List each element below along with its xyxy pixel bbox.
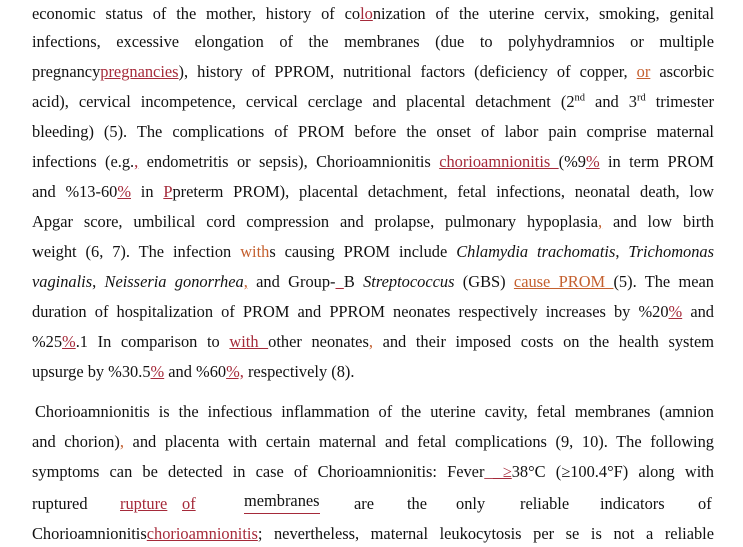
text-line [32, 357, 714, 387]
italic-species-name: Chlamydia trachomatis [456, 242, 616, 261]
text-run: , [92, 272, 105, 291]
text-run: infections, excessive elongation of the membranes (due to polyhydramnios or multiple [32, 32, 714, 51]
tracked-insertion [336, 272, 344, 291]
text-run: reliable [520, 494, 570, 513]
text-run: and low birth [602, 212, 714, 231]
text-line [35, 397, 714, 427]
tracked-insertion: chorioamnionitis [146, 524, 258, 543]
superscript: nd [574, 92, 586, 104]
text-run: duration of hospitalization of PROM and PPROM neonates respectively increases by %20 [32, 302, 669, 321]
text-line [32, 297, 714, 327]
text-run: s causing PROM include [269, 242, 457, 261]
italic-species-name: Neisseria gonorrhea [104, 272, 244, 291]
text-line [32, 207, 714, 237]
tracked-insertion: ≥ [492, 462, 512, 481]
text-run: indicators [600, 494, 665, 513]
text-line [32, 427, 714, 457]
text-run: are [354, 494, 375, 513]
text-run: and [682, 302, 714, 321]
text-run: nization of the uterine cervix, smoking, genital [372, 4, 715, 23]
tracked-insertion: cause PROM [513, 272, 614, 291]
text-run: .1 [75, 332, 98, 351]
tracked-insertion: , [119, 432, 124, 451]
text-line [32, 147, 714, 177]
tracked-insertion: % [117, 182, 131, 201]
text-run: membranes [244, 489, 320, 514]
text-run: bleeding) (5). The complications of PROM before the onset of labor pain comprise maternal [32, 122, 714, 141]
text-run: 38°C (≥100.4°F) along with [511, 462, 714, 481]
text-run: and placenta with certain maternal and fetal complications (9, 10). The following [123, 432, 714, 451]
tracked-insertion: with [229, 332, 269, 351]
text-run: upsurge by %30.5 [32, 362, 151, 381]
text-line [32, 57, 714, 87]
tracked-insertion: chorioamnionitis [439, 152, 559, 171]
text-run: respectively (8). [243, 362, 355, 381]
text-run: and 3 [585, 92, 637, 111]
text-run: economic status of the mother, history of co [32, 4, 361, 23]
text-run: other neonates [268, 332, 369, 351]
text-run: (%9 [558, 152, 586, 171]
tracked-insertion: _ [484, 462, 493, 481]
text-line [32, 457, 714, 487]
text-line [32, 0, 714, 29]
text-line [32, 237, 714, 267]
text-run: infections (e.g. [32, 152, 135, 171]
italic-species-name: Trichomonas [628, 242, 715, 261]
tracked-insertion: lo [360, 4, 373, 23]
text-line [32, 327, 714, 357]
text-line [32, 489, 714, 519]
text-run: %25 [32, 332, 63, 351]
text-run: (5). The mean [613, 272, 715, 291]
text-run: B [343, 272, 364, 291]
text-run: trimester [645, 92, 714, 111]
text-line [32, 117, 714, 147]
tracked-insertion: P [163, 182, 173, 201]
tracked-insertion: , [243, 272, 248, 291]
text-run: preterm PROM), placental detachment, fetal infections, neonatal death, low [172, 182, 714, 201]
text-run: (GBS) [454, 272, 514, 291]
text-run: and their imposed costs on the health system [372, 332, 714, 351]
text-run: only [456, 494, 486, 513]
text-line [32, 27, 714, 57]
text-run: weight (6, 7). The infection [32, 242, 241, 261]
tracked-insertion: rupture [120, 494, 168, 513]
tracked-insertion: , [368, 332, 373, 351]
text-run: , [615, 242, 629, 261]
text-run: in term PROM [599, 152, 715, 171]
tracked-insertion: , [134, 152, 139, 171]
text-run: ruptured [32, 494, 88, 513]
superscript: rd [636, 92, 646, 104]
text-run: and %60 [164, 362, 227, 381]
text-run: ), history of PPROM, nutritional factors (deficiency of copper, [178, 62, 637, 81]
text-run: of [698, 494, 712, 513]
tracked-insertion: % [585, 152, 600, 171]
text-line [32, 177, 714, 207]
text-line [32, 87, 714, 117]
tracked-insertion: %, [226, 362, 244, 381]
text-run: Apgar score, umbilical cord compression and prolapse, pulmonary hypoplasia [32, 212, 598, 231]
text-run: In comparison to [97, 332, 230, 351]
text-run: ; nevertheless, maternal leukocytosis per se is not a reliable [257, 524, 714, 543]
tracked-insertion: of [182, 494, 196, 513]
text-line [32, 267, 714, 297]
text-run: acid), cervical incompetence, cervical cerclage and placental detachment (2 [32, 92, 575, 111]
tracked-insertion: , [597, 212, 603, 231]
italic-species-name: vaginalis [32, 272, 93, 291]
tracked-insertion: % [62, 332, 76, 351]
text-run: Chorioamnionitis [32, 524, 147, 543]
text-run: the [407, 494, 428, 513]
text-run: and Group- [247, 272, 336, 291]
text-run: in [131, 182, 164, 201]
tracked-insertion: % [668, 302, 683, 321]
text-run: pregnancy [32, 62, 101, 81]
italic-species-name: Streptococcus [363, 272, 455, 291]
text-run: endometritis or sepsis), Chorioamnionitis [138, 152, 440, 171]
tracked-insertion: or [636, 62, 651, 81]
text-run: and %13-60 [32, 182, 118, 201]
tracked-insertion: % [150, 362, 165, 381]
text-line [32, 519, 714, 547]
tracked-insertion: with [240, 242, 270, 261]
text-run: symptoms can be detected in case of Chorioamnionitis: Fever [32, 462, 485, 481]
tracked-insertion: pregnancies [100, 62, 179, 81]
text-run: Chorioamnionitis is the infectious inflammation of the uterine cavity, fetal membranes (amnion [35, 402, 714, 421]
text-run: and chorion) [32, 432, 120, 451]
text-run: ascorbic [650, 62, 714, 81]
